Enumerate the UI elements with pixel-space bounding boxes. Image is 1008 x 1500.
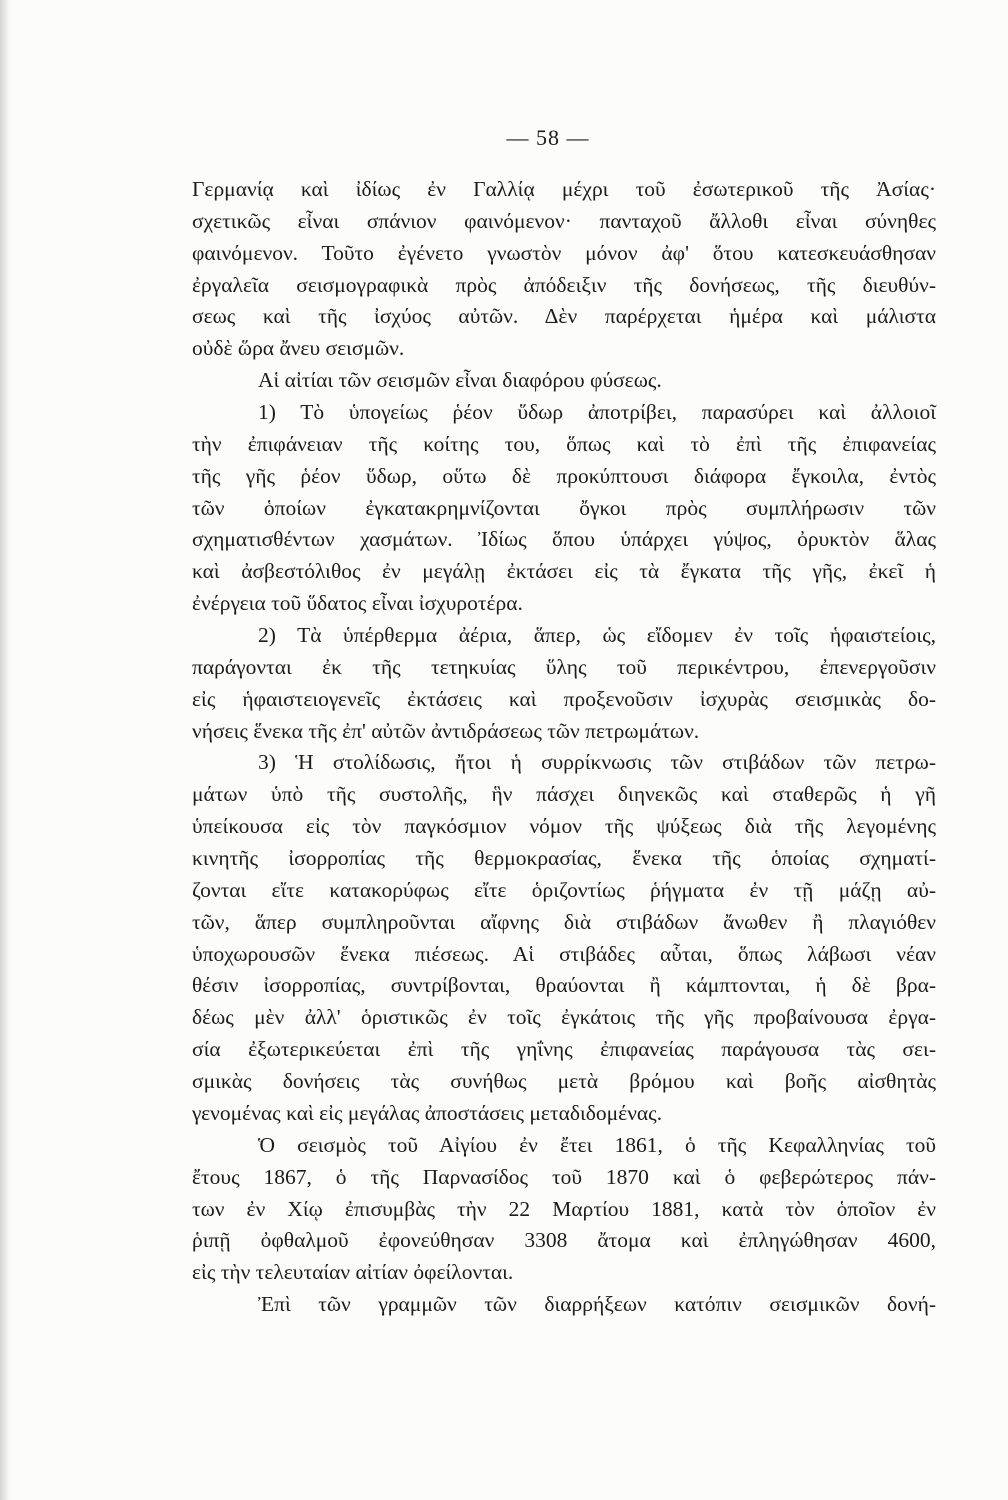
text-line: νήσεις ἕνεκα τῆς ἐπ' αὐτῶν ἀντιδράσεως τῶν πετρωμάτων.	[192, 718, 700, 743]
text-line: τῶν, ἅπερ συμπληροῦνται αἴφνης διὰ στιβάδων ἄνωθεν ἢ πλαγιόθεν	[192, 909, 936, 934]
text-line: Γερμανίᾳ καὶ ἰδίως ἐν Γαλλίᾳ μέχρι τοῦ ἐσωτερικοῦ τῆς Ἀσίας·	[192, 177, 936, 201]
text-line: δέως μὲν ἀλλ' ὁριστικῶς ἐν τοῖς ἐγκάτοις τῆς γῆς προβαίνουσα ἐργα-	[192, 1005, 936, 1030]
text-line: εἰς ἡφαιστειογενεῖς ἐκτάσεις καὶ προξενοῦσιν ἰσχυρὰς σεισμικὰς δο-	[192, 686, 936, 711]
paragraph-cause-3	[192, 747, 936, 1129]
page-number: — 58 —	[506, 125, 590, 150]
text-line: Αἱ αἰτίαι τῶν σεισμῶν εἶναι διαφόρου φύσεως.	[258, 368, 662, 393]
paragraph-cause-2	[192, 620, 936, 747]
text-line: ἐργαλεῖα σεισμογραφικὰ πρὸς ἀπόδειξιν τῆς δονήσεως, τῆς διευθύν-	[192, 272, 936, 297]
text-line: κινητῆς ἰσορροπίας τῆς θερμοκρασίας, ἕνεκα τῆς ὁποίας σχηματί-	[192, 846, 936, 871]
text-line: Ὁ σεισμὸς τοῦ Αἰγίου ἐν ἔτει 1861, ὁ τῆς Κεφαλληνίας τοῦ	[258, 1132, 936, 1157]
text-line: Ἐπὶ τῶν γραμμῶν τῶν διαρρήξεων κατόπιν σεισμικῶν δονή-	[258, 1292, 936, 1317]
text-line: ῥιπῇ ὀφθαλμοῦ ἐφονεύθησαν 3308 ἄτομα καὶ ἐπληγώθησαν 4600,	[192, 1228, 936, 1253]
text-line: εἰς τὴν τελευταίαν αἰτίαν ὀφείλονται.	[192, 1260, 514, 1285]
paragraph-fault-lines	[192, 1289, 936, 1321]
text-line: θέσιν ἰσορροπίας, συντρίβονται, θραύονται ἢ κάμπτονται, ἡ δὲ βρα-	[192, 973, 936, 998]
text-line: 1) Τὸ ὑπογείως ῥέον ὕδωρ ἀποτρίβει, παρασύρει καὶ ἀλλοιοῖ	[258, 400, 936, 425]
text-line: σμικὰς δονήσεις τὰς συνήθως μετὰ βρόμου καὶ βοῆς αἰσθητὰς	[192, 1069, 936, 1094]
text-line: ὑποχωρουσῶν ἕνεκα πιέσεως. Αἱ στιβάδες αὗται, ὅπως λάβωσι νέαν	[192, 941, 936, 966]
text-line: σχετικῶς εἶναι σπάνιον φαινόμενον· πανταχοῦ ἄλλοθι εἶναι σύνηθες	[192, 208, 936, 233]
paragraph-continuation	[192, 174, 936, 365]
paragraph-earthquakes	[192, 1130, 936, 1289]
text-line: παράγονται ἐκ τῆς τετηκυίας ὕλης τοῦ περικέντρου, ἐπενεργοῦσιν	[192, 654, 936, 679]
text-line: σεως καὶ τῆς ἰσχύος αὐτῶν. Δὲν παρέρχεται ἡμέρα καὶ μάλιστα	[192, 304, 936, 329]
text-line: 3) Ἡ στολίδωσις, ἤτοι ἡ συρρίκνωσις τῶν στιβάδων τῶν πετρω-	[258, 750, 936, 775]
text-line: ὑπείκουσα εἰς τὸν παγκόσμιον νόμον τῆς ψύξεως διὰ τῆς λεγομένης	[192, 814, 936, 839]
text-line: ἔτους 1867, ὁ τῆς Παρνασίδος τοῦ 1870 καὶ ὁ φεβερώτερος πάν-	[192, 1164, 936, 1189]
paragraph-causes-intro	[192, 365, 936, 397]
text-line: μάτων ὑπὸ τῆς συστολῆς, ἣν πάσχει διηνεκῶς καὶ σταθερῶς ἡ γῆ	[192, 782, 936, 807]
text-line: τὴν ἐπιφάνειαν τῆς κοίτης του, ὅπως καὶ τὸ ἐπὶ τῆς ἐπιφανείας	[192, 431, 936, 456]
text-line: ἐνέργεια τοῦ ὕδατος εἶναι ἰσχυροτέρα.	[192, 591, 523, 616]
text-line: φαινόμενον. Τοῦτο ἐγένετο γνωστὸν μόνον ἀφ' ὅτου κατεσκευάσθησαν	[192, 240, 936, 265]
paragraph-cause-1	[192, 397, 936, 620]
text-line: γενομένας καὶ εἰς μεγάλας ἀποστάσεις μεταδιδομένας.	[192, 1100, 663, 1125]
text-line: σχηματισθέντων χασμάτων. Ἰδίως ὅπου ὑπάρχει γύψος, ὀρυκτὸν ἅλας	[192, 527, 936, 552]
text-line: σία ἐξωτερικεύεται ἐπὶ τῆς γηΐνης ἐπιφανείας παράγουσα τὰς σει-	[192, 1037, 936, 1062]
text-line: 2) Τὰ ὑπέρθερμα ἀέρια, ἅπερ, ὡς εἴδομεν ἐν τοῖς ἡφαιστείοις,	[258, 623, 936, 648]
text-line: τῶν ὁποίων ἐγκατακρημνίζονται ὄγκοι πρὸς συμπλήρωσιν τῶν	[192, 495, 936, 520]
text-line: τῆς γῆς ῥέον ὕδωρ, οὕτω δὲ προκύπτουσι διάφορα ἔγκοιλα, ἐντὸς	[192, 463, 936, 488]
text-line: οὐδὲ ὥρα ἄνευ σεισμῶν.	[192, 336, 405, 361]
scan-edge	[0, 0, 10, 1500]
text-line: ζονται εἴτε κατακορύφως εἴτε ὁριζοντίως ῥήγματα ἐν τῇ μάζῃ αὐ-	[192, 877, 936, 902]
text-line: καὶ ἀσβεστόλιθος ἐν μεγάλῃ ἐκτάσει εἰς τὰ ἔγκατα τῆς γῆς, ἐκεῖ ἡ	[192, 559, 936, 584]
text-line: των ἐν Χίῳ ἐπισυμβὰς τὴν 22 Μαρτίου 1881, κατὰ τὸν ὁποῖον ἐν	[192, 1196, 936, 1221]
text-body	[192, 174, 936, 1321]
